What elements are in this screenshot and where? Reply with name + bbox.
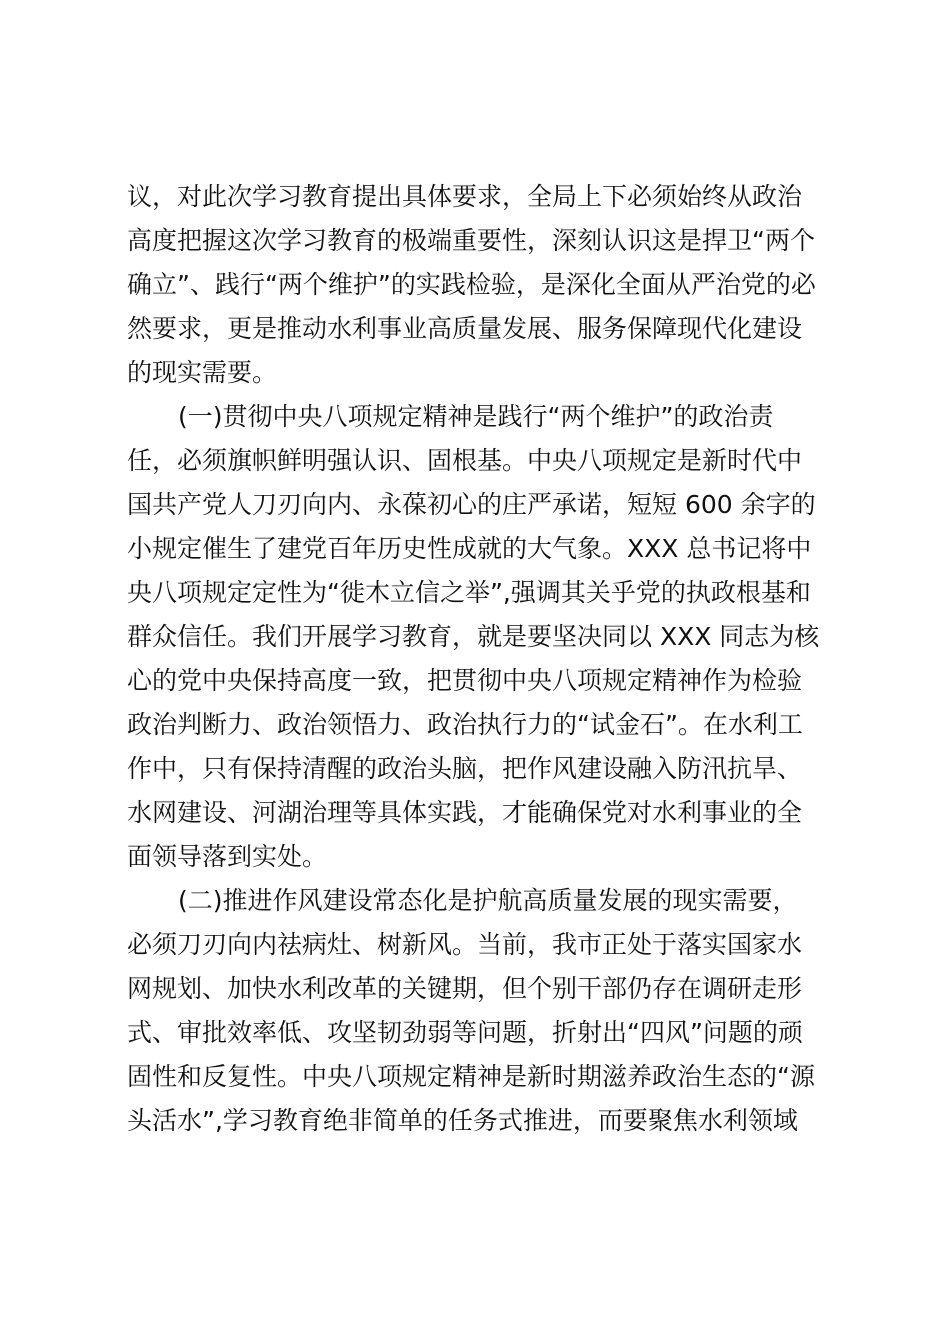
text-line: 式、审批效率低、攻坚韧劲弱等问题，折射出“四风”问题的顽 <box>127 1018 803 1047</box>
text-line: 央八项规定定性为“徙木立信之举”,强调其关乎党的执政根基和 <box>127 578 811 607</box>
text-line: 网规划、加快水利改革的关键期，但个别干部仍存在调研走形 <box>127 974 803 1003</box>
text-line: 头活水”,学习教育绝非简单的任务式推进，而要聚焦水利领域 <box>127 1106 798 1135</box>
text-line: 议，对此次学习教育提出具体要求，全局上下必须始终从政治 <box>127 182 803 211</box>
text-line: 政治判断力、政治领悟力、政治执行力的“试金石”。在水利工 <box>127 710 803 739</box>
text-line: 然要求，更是推动水利事业高质量发展、服务保障现代化建设 <box>127 314 803 343</box>
text-line: 作中，只有保持清醒的政治头脑，把作风建设融入防汛抗旱、 <box>127 754 803 783</box>
text-line: 国共产党人刀刃向内、永葆初心的庄严承诺，短短 600 余字的 <box>127 490 816 519</box>
text-line: 确立”、践行“两个维护”的实践检验，是深化全面从严治党的必 <box>127 270 816 299</box>
text-line: 小规定催生了建党百年历史性成就的大气象。XXX 总书记将中 <box>127 534 812 563</box>
text-line: 水网建设、河湖治理等具体实践，才能确保党对水利事业的全 <box>127 798 803 827</box>
text-line: 面领导落到实处。 <box>127 842 328 871</box>
text-line: 群众信任。我们开展学习教育，就是要坚决同以 XXX 同志为核 <box>127 622 820 651</box>
document-body <box>127 175 837 1143</box>
text-line: 高度把握这次学习教育的极端重要性，深刻认识这是捍卫“两个 <box>127 226 815 255</box>
text-line: 任，必须旗帜鲜明强认识、固根基。中央八项规定是新时代中 <box>127 446 803 475</box>
text-line: 固性和反复性。中央八项规定精神是新时期滋养政治生态的“源 <box>127 1062 815 1091</box>
section-heading-line: (二)推进作风建设常态化是护航高质量发展的现实需要， <box>178 886 798 915</box>
section-heading-line: (一)贯彻中央八项规定精神是践行“两个维护”的政治责 <box>178 402 774 431</box>
text-line: 的现实需要。 <box>127 358 278 387</box>
text-line: 必须刀刃向内祛病灶、树新风。当前，我市正处于落实国家水 <box>127 930 803 959</box>
text-line: 心的党中央保持高度一致，把贯彻中央八项规定精神作为检验 <box>127 666 803 695</box>
